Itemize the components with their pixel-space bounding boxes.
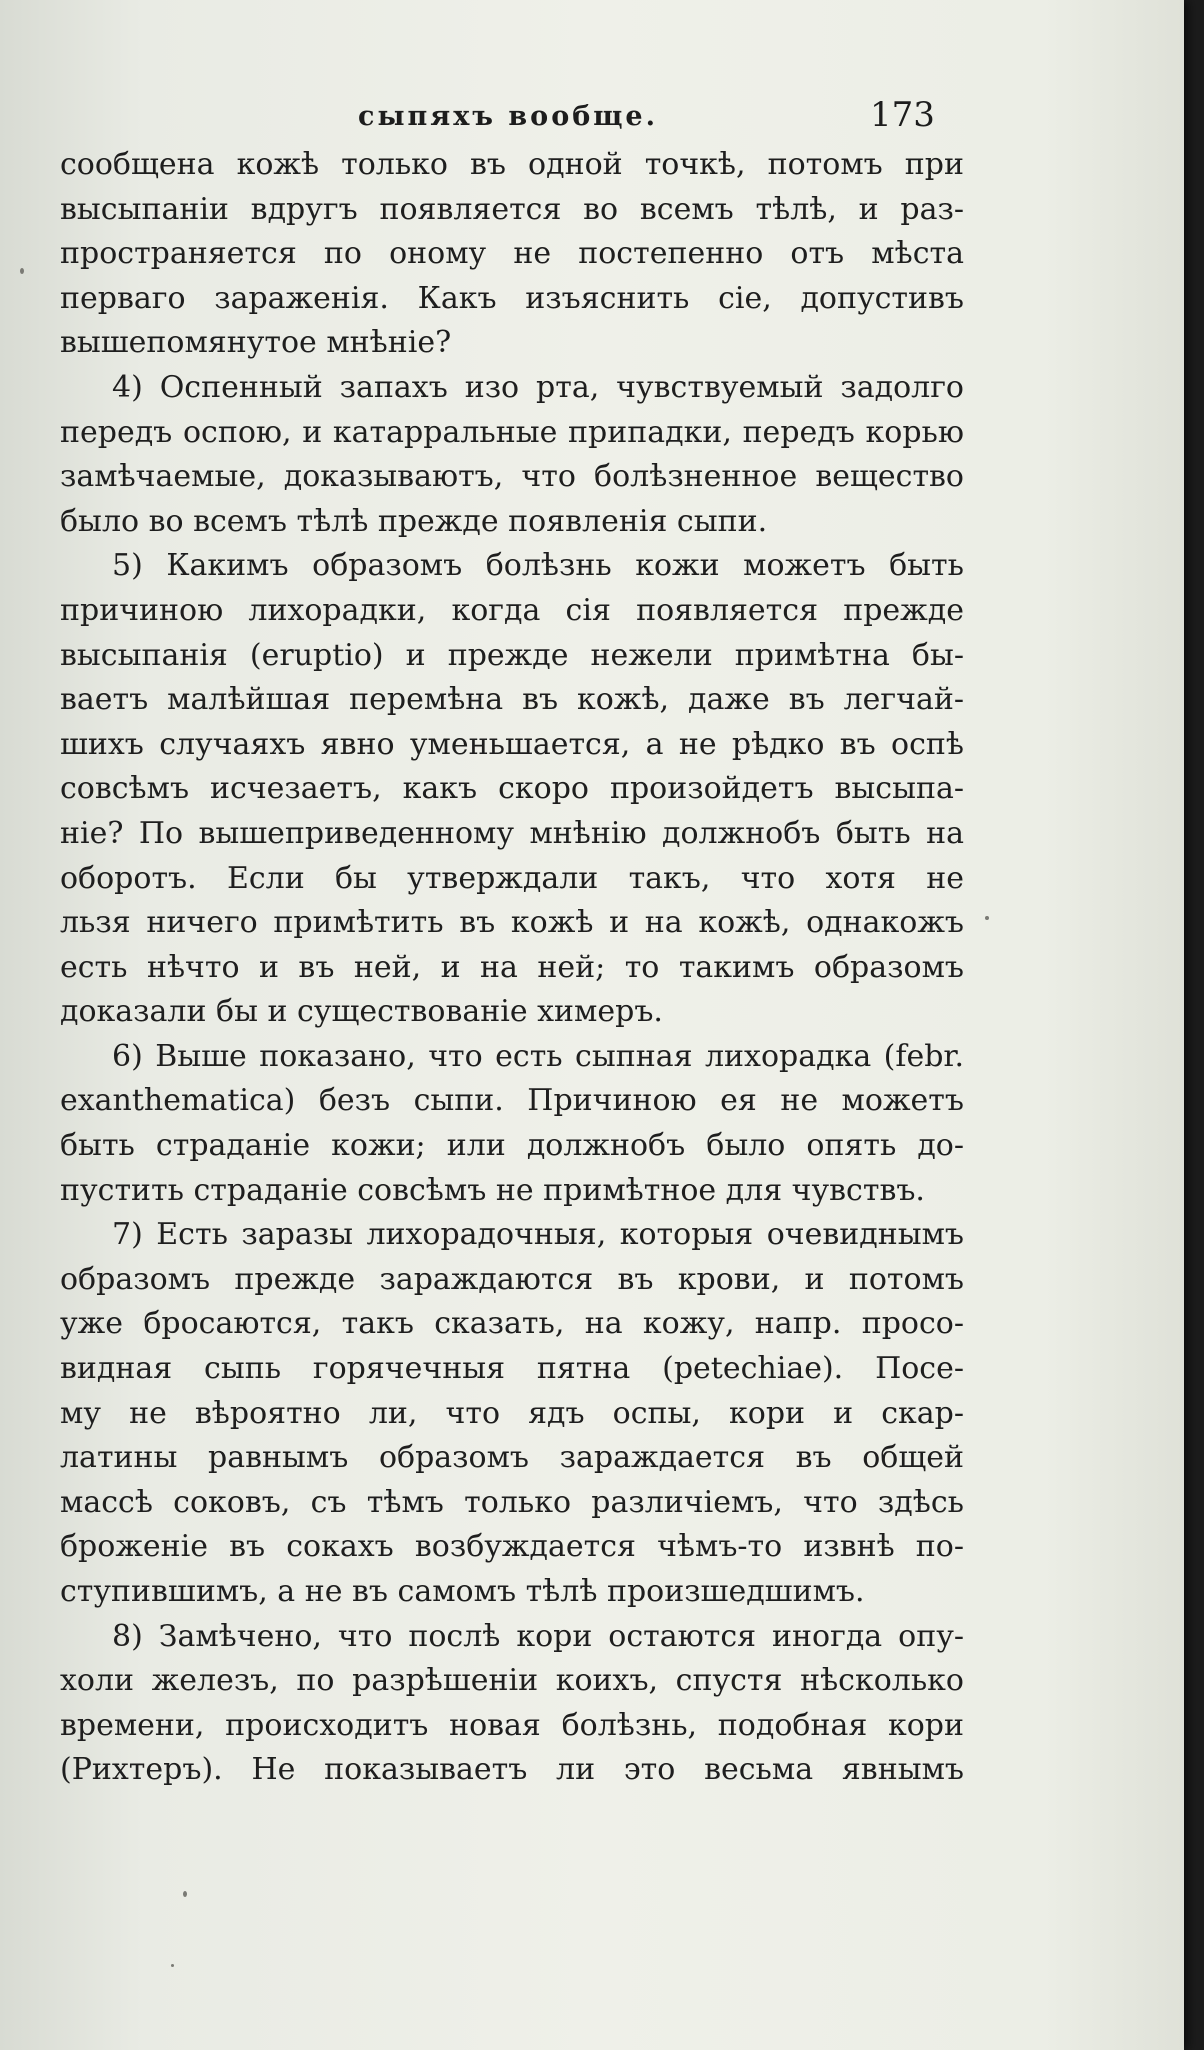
text-line: пустить страданіе совсѣмъ не примѣтное для чувствъ. xyxy=(60,1172,925,1208)
text-line: перваго зараженія. Какъ изъяснить сіе, допустивъ xyxy=(60,280,964,316)
text-line: быть страданіе кожи; или должнобъ было опять до- xyxy=(60,1128,964,1164)
text-line: было во всемъ тѣлѣ прежде появленія сыпи. xyxy=(60,503,768,539)
text-line: exanthematica) безъ сыпи. Причиною ея не можетъ xyxy=(60,1083,964,1119)
text-line: 7) Есть заразы лихорадочныя, которыя очевиднымъ xyxy=(112,1217,964,1253)
running-title: сыпяхъ вообще. xyxy=(358,101,659,132)
text-line: 5) Какимъ образомъ болѣзнь кожи можетъ быть xyxy=(112,548,964,584)
text-line: пространяется по оному не постепенно отъ мѣста xyxy=(60,236,964,272)
body-text xyxy=(60,143,964,1793)
text-line: сообщена кожѣ только въ одной точкѣ, потомъ при xyxy=(60,147,964,182)
text-line: (Рихтеръ). Не показываетъ ли это весьма явнымъ xyxy=(60,1752,964,1788)
text-line: замѣчаемые, доказываютъ, что болѣзненное вещество xyxy=(60,459,964,495)
text-line: образомъ прежде зараждаются въ крови, и потомъ xyxy=(60,1261,964,1297)
text-line: холи железъ, по разрѣшеніи коихъ, спустя нѣсколько xyxy=(60,1663,964,1699)
text-line: 6) Выше показано, что есть сыпная лихорадка (febr. xyxy=(112,1038,964,1074)
text-line: вышепомянутое мнѣніе? xyxy=(60,325,452,361)
paper-speck xyxy=(985,916,989,920)
text-line: шихъ случаяхъ явно уменьшается, а не рѣдко въ оспѣ xyxy=(60,726,964,762)
text-line: оборотъ. Если бы утверждали такъ, что хотя не xyxy=(60,860,964,896)
text-line: ступившимъ, а не въ самомъ тѣлѣ произшедшимъ. xyxy=(60,1574,865,1609)
text-line: доказали бы и существованіе химеръ. xyxy=(60,994,663,1030)
text-line: уже бросаются, такъ сказать, на кожу, напр. просо- xyxy=(60,1306,964,1342)
page-header xyxy=(0,95,1184,145)
text-line: совсѣмъ исчезаетъ, какъ скоро произойдетъ высыпа- xyxy=(60,771,964,807)
text-line: льзя ничего примѣтить въ кожѣ и на кожѣ, однакожъ xyxy=(60,905,964,941)
text-line: передъ оспою, и катарральные припадки, передъ корью xyxy=(60,414,964,450)
text-line: броженіе въ сокахъ возбуждается чѣмъ-то извнѣ по- xyxy=(60,1529,964,1565)
text-line: причиною лихорадки, когда сія появляется прежде xyxy=(60,592,964,628)
text-line: латины равнымъ образомъ зараждается въ общей xyxy=(60,1440,964,1476)
paper-speck xyxy=(171,1964,174,1967)
text-line: есть нѣчто и въ ней, и на ней; то такимъ образомъ xyxy=(60,949,964,985)
text-line: видная сыпь горячечныя пятна (petechiae). Посе- xyxy=(60,1351,964,1387)
text-line: ніе? По вышеприведенному мнѣнію должнобъ быть на xyxy=(60,815,964,851)
text-line: 8) Замѣчено, что послѣ кори остаются иногда опу- xyxy=(112,1618,964,1654)
text-line: времени, происходитъ новая болѣзнь, подобная кори xyxy=(60,1707,964,1743)
page-number: 173 xyxy=(870,95,935,135)
text-line: массѣ соковъ, съ тѣмъ только различіемъ, что здѣсь xyxy=(60,1484,964,1520)
text-line: высыпанія (eruptio) и прежде нежели примѣтна бы- xyxy=(60,637,964,673)
text-line: му не вѣроятно ли, что ядъ оспы, кори и скар- xyxy=(60,1395,964,1431)
paper-speck xyxy=(20,268,24,274)
text-line: ваетъ малѣйшая перемѣна въ кожѣ, даже въ легчай- xyxy=(60,682,964,718)
paper-speck xyxy=(183,1891,187,1897)
text-line: высыпаніи вдругъ появляется во всемъ тѣлѣ, и раз- xyxy=(60,191,964,227)
text-line: 4) Оспенный запахъ изо рта, чувствуемый задолго xyxy=(112,369,964,405)
